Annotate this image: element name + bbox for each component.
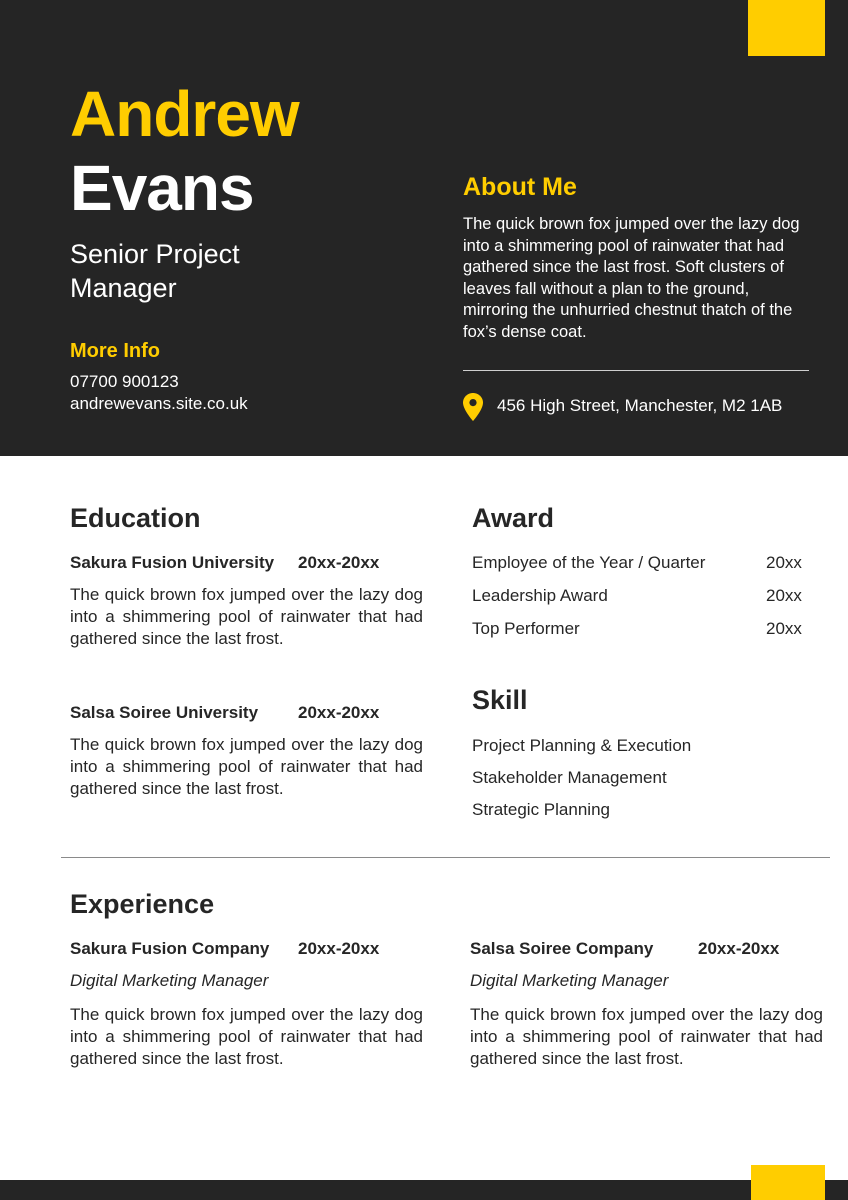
education-years: 20xx-20xx bbox=[298, 553, 380, 572]
accent-block-bottom bbox=[751, 1165, 825, 1200]
about-divider bbox=[463, 370, 809, 371]
about-me-heading: About Me bbox=[463, 173, 577, 201]
address-text: 456 High Street, Manchester, M2 1AB bbox=[497, 396, 783, 415]
website-link[interactable]: andrewevans.site.co.uk bbox=[70, 394, 248, 413]
award-heading: Award bbox=[472, 503, 555, 533]
more-info-heading: More Info bbox=[70, 340, 160, 362]
experience-company-name: Salsa Soiree Company bbox=[470, 939, 654, 958]
award-year: 20xx bbox=[766, 586, 802, 605]
skill-item: Strategic Planning bbox=[472, 800, 610, 819]
experience-role: Digital Marketing Manager bbox=[70, 971, 269, 990]
phone-number: 07700 900123 bbox=[70, 372, 179, 391]
section-divider bbox=[61, 857, 830, 858]
map-pin-icon bbox=[463, 393, 483, 421]
education-description: The quick brown fox jumped over the lazy dog into a shimmering pool of rainwater that had gathered since the last frost. bbox=[70, 735, 423, 798]
experience-company-name: Sakura Fusion Company bbox=[70, 939, 270, 958]
education-school-name: Salsa Soiree University bbox=[70, 703, 259, 722]
education-heading: Education bbox=[70, 503, 201, 533]
job-title: Senior Project Manager bbox=[70, 239, 240, 303]
award-name: Employee of the Year / Quarter bbox=[472, 553, 706, 572]
experience-years: 20xx-20xx bbox=[698, 939, 780, 958]
experience-description: The quick brown fox jumped over the lazy dog into a shimmering pool of rainwater that had gathered since the last frost. bbox=[470, 1005, 823, 1068]
about-me-text: The quick brown fox jumped over the lazy dog into a shimmering pool of rainwater that had gathered since the last frost. Soft clusters of leaves fall without a plan to the ground, mirroring the unhurried chestnut thatch of the fox’s dense coat. bbox=[463, 215, 800, 341]
education-school-name: Sakura Fusion University bbox=[70, 553, 275, 572]
experience-heading: Experience bbox=[70, 889, 215, 919]
education-years: 20xx-20xx bbox=[298, 703, 380, 722]
first-name: Andrew bbox=[70, 78, 299, 150]
last-name: Evans bbox=[70, 152, 254, 224]
award-year: 20xx bbox=[766, 553, 802, 572]
experience-description: The quick brown fox jumped over the lazy dog into a shimmering pool of rainwater that had gathered since the last frost. bbox=[70, 1005, 423, 1068]
accent-block-top bbox=[748, 0, 825, 56]
experience-years: 20xx-20xx bbox=[298, 939, 380, 958]
education-description: The quick brown fox jumped over the lazy dog into a shimmering pool of rainwater that had gathered since the last frost. bbox=[70, 585, 423, 648]
footer-bar bbox=[0, 1180, 848, 1200]
experience-role: Digital Marketing Manager bbox=[470, 971, 669, 990]
skill-item: Stakeholder Management bbox=[472, 768, 667, 787]
award-name: Leadership Award bbox=[472, 586, 608, 605]
award-year: 20xx bbox=[766, 619, 802, 638]
skill-heading: Skill bbox=[472, 685, 528, 715]
skill-item: Project Planning & Execution bbox=[472, 736, 692, 755]
award-name: Top Performer bbox=[472, 619, 580, 638]
